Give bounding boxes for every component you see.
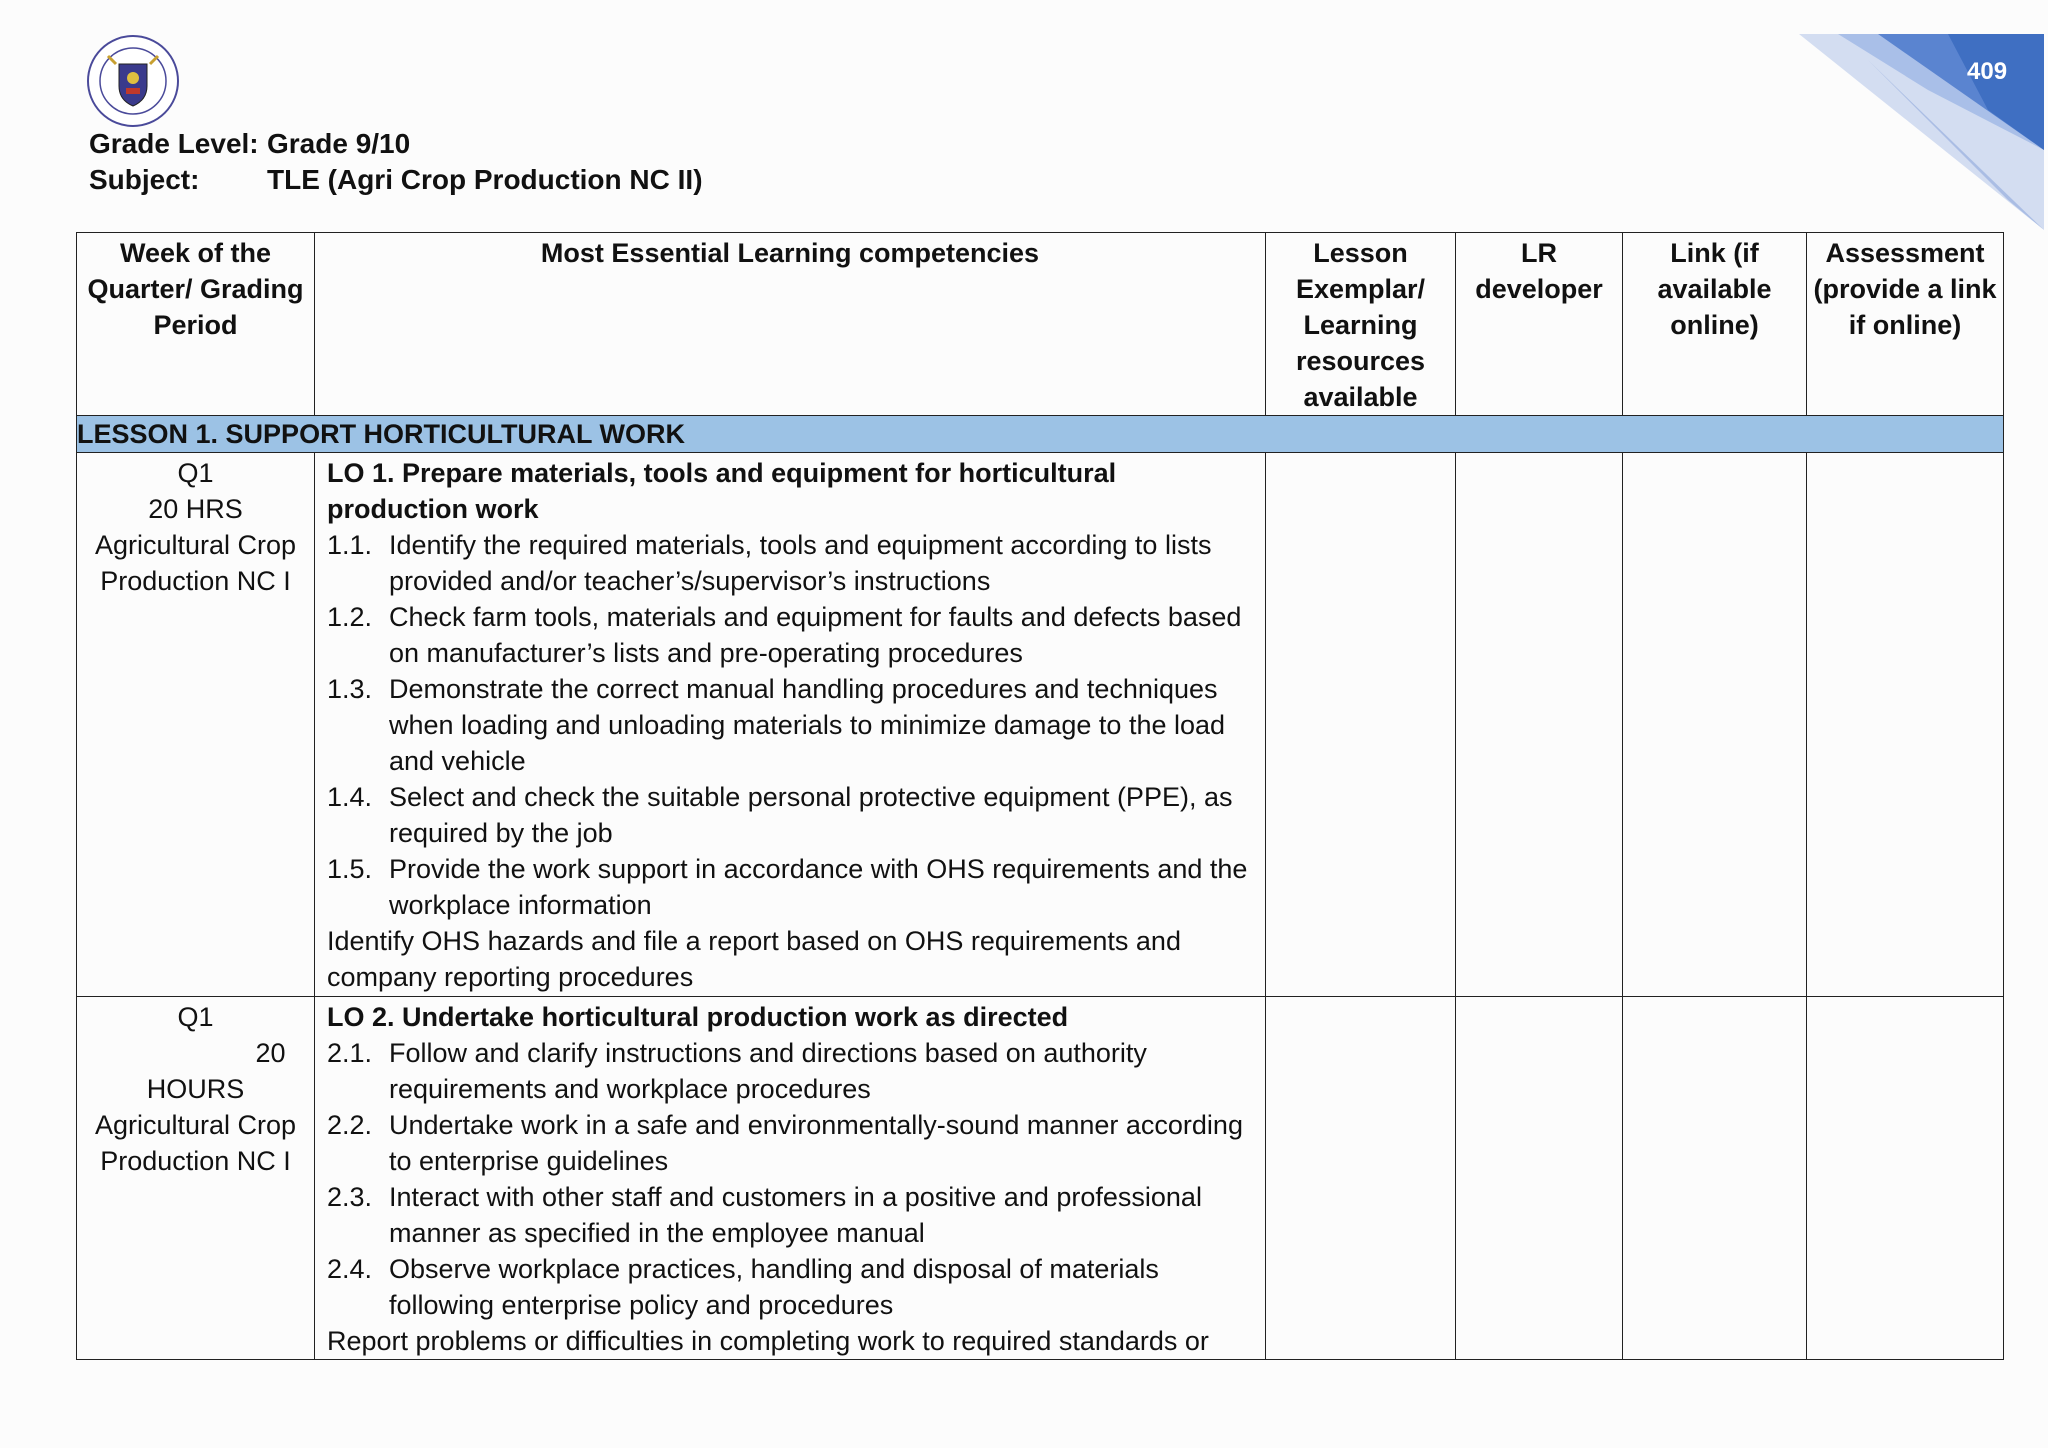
subject-label: Subject: <box>89 164 200 195</box>
week-line: 20 HRS <box>148 494 243 524</box>
competencies-cell <box>315 453 1266 997</box>
list-item <box>327 1107 1253 1179</box>
empty-cell <box>1266 453 1456 997</box>
empty-cell <box>1456 453 1623 997</box>
week-line: Q1 <box>177 1002 214 1032</box>
week-line: HOURS <box>146 1074 245 1104</box>
col-header-link: Link (if available online) <box>1623 233 1807 416</box>
item-text: Interact with other staff and customers in a positive and professional manner as specified in the employee manual <box>389 1182 1202 1248</box>
item-text: Select and check the suitable personal protective equipment (PPE), as required by the job <box>389 782 1233 848</box>
item-number: 2.2. <box>327 1110 373 1140</box>
list-item <box>327 1035 1253 1107</box>
competencies-cell <box>315 997 1266 1360</box>
week-line: 20 <box>255 1038 286 1068</box>
item-text: Identify the required materials, tools and equipment according to lists provided and/or teacher’s/supervisor’s instructions <box>389 530 1212 596</box>
lo-title: LO 1. Prepare materials, tools and equipment for horticultural production work <box>327 458 1117 524</box>
footer-text: Report problems or difficulties in completing work to required standards or <box>327 1326 1209 1356</box>
week-line: Agricultural Crop <box>94 1110 297 1140</box>
empty-cell <box>1807 997 2004 1360</box>
week-line: Q1 <box>177 458 214 488</box>
list-item <box>327 851 1253 923</box>
subject-value: TLE (Agri Crop Production NC II) <box>267 164 703 195</box>
table-row <box>77 453 2004 997</box>
corner-decoration <box>1748 0 2048 240</box>
item-text: Demonstrate the correct manual handling procedures and techniques when loading and unloading materials to minimize damage to the load and vehicle <box>389 674 1226 776</box>
empty-cell <box>1456 997 1623 1360</box>
footer-text: Identify OHS hazards and file a report based on OHS requirements and company reporting procedures <box>327 926 1181 992</box>
lesson-title: LESSON 1. SUPPORT HORTICULTURAL WORK <box>77 416 2004 453</box>
page-number: 409 <box>1967 58 2008 85</box>
item-number: 1.2. <box>327 602 373 632</box>
lo-title: LO 2. Undertake horticultural production work as directed <box>327 1002 1069 1032</box>
col-header-assessment: Assessment (provide a link if online) <box>1807 233 2004 416</box>
week-line: Production NC I <box>100 566 291 596</box>
item-number: 2.4. <box>327 1254 373 1284</box>
week-cell <box>77 453 315 997</box>
item-number: 1.5. <box>327 854 373 884</box>
item-text: Check farm tools, materials and equipment for faults and defects based on manufacturer’s lists and pre-operating procedures <box>389 602 1242 668</box>
list-item <box>327 527 1253 599</box>
week-line: Agricultural Crop <box>94 530 297 560</box>
week-cell <box>77 997 315 1360</box>
competencies-table <box>76 232 2004 1360</box>
item-number: 2.3. <box>327 1182 373 1212</box>
empty-cell <box>1807 453 2004 997</box>
week-line: Production NC I <box>100 1146 291 1176</box>
list-item <box>327 1251 1253 1323</box>
item-number: 1.4. <box>327 782 373 812</box>
lesson-row <box>77 416 2004 453</box>
list-item <box>327 599 1253 671</box>
empty-cell <box>1623 453 1807 997</box>
item-text: Provide the work support in accordance with OHS requirements and the workplace information <box>389 854 1248 920</box>
list-item <box>327 779 1253 851</box>
list-item <box>327 671 1253 779</box>
col-header-lesson-exemplar: Lesson Exemplar/ Learning resources available <box>1266 233 1456 416</box>
item-number: 2.1. <box>327 1038 373 1068</box>
item-text: Follow and clarify instructions and directions based on authority requirements and workplace procedures <box>389 1038 1147 1104</box>
item-number: 1.1. <box>327 530 373 560</box>
empty-cell <box>1623 997 1807 1360</box>
table-header-row <box>77 233 2004 416</box>
table-row <box>77 997 2004 1360</box>
grade-level-label: Grade Level: <box>89 128 259 159</box>
col-header-lr-developer: LR developer <box>1456 233 1623 416</box>
grade-level-value: Grade 9/10 <box>267 128 411 159</box>
list-item <box>327 1179 1253 1251</box>
document-meta <box>89 126 703 198</box>
item-text: Undertake work in a safe and environmentally-sound manner according to enterprise guidelines <box>389 1110 1243 1176</box>
empty-cell <box>1266 997 1456 1360</box>
deped-seal-logo <box>86 34 180 128</box>
col-header-week: Week of the Quarter/ Grading Period <box>77 233 315 416</box>
item-number: 1.3. <box>327 674 373 704</box>
item-text: Observe workplace practices, handling and disposal of materials following enterprise policy and procedures <box>389 1254 1159 1320</box>
col-header-competencies: Most Essential Learning competencies <box>315 233 1266 416</box>
